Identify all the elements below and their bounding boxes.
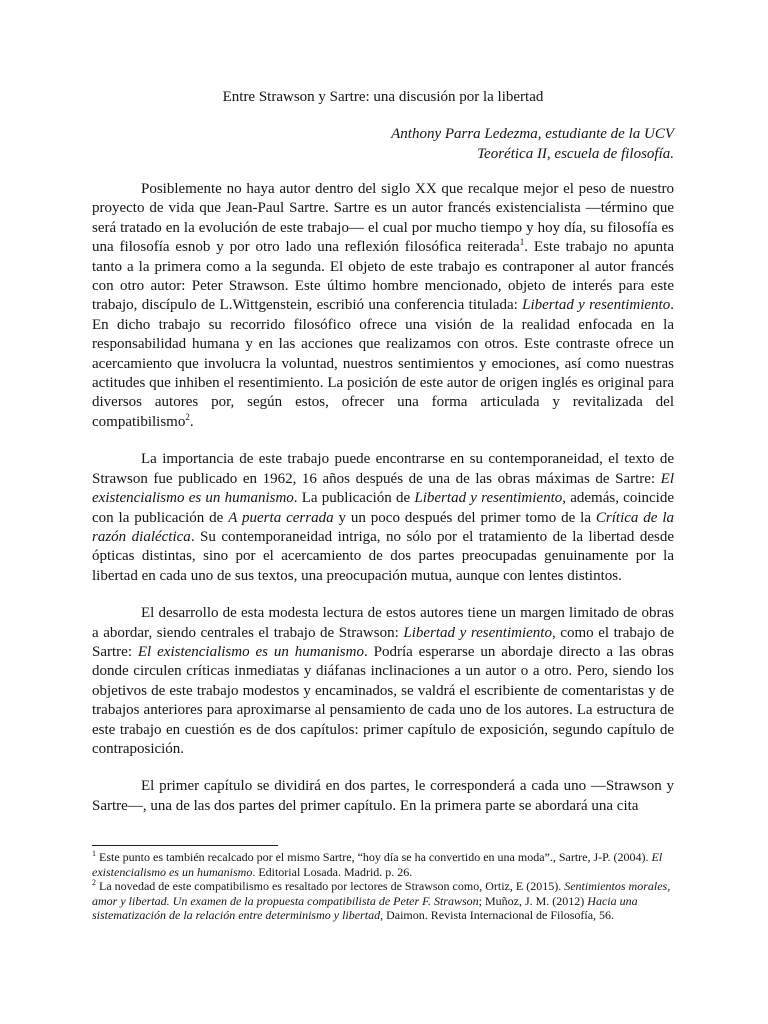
paragraph-1-text-1: Posiblemente no haya autor dentro del siglo XX que recalque mejor el peso de nuestro proyecto de vida que Jean-Paul Sartre. Sartre es un autor francés existencialista —término que será tratado en la evolución de este trabajo— el cual por mucho tiempo y hoy día, su filosofía es una filosofía esnob y por otro lado una reflexión filosófica reiterada: [92, 181, 674, 256]
paragraph-2-text-1: La importancia de este trabajo puede encontrarse en su contemporaneidad, el texto de Strawson fue publicado en 1962, 16 años después de una de las obras máximas de Sartre:: [92, 451, 674, 487]
paragraph-3-text-1: El desarrollo de esta modesta lectura de estos autores tiene un margen limitado de obras a abordar, siendo centrales el trabajo de Strawson:: [92, 605, 674, 641]
paragraph-1-text-2: . Este trabajo no apunta tanto a la primera como a la segunda. El objeto de este trabajo es contraponer al autor francés con otro autor: Peter Strawson. Este último hombre mencionado, objeto de interés para este trabajo, discípulo de L.Wittgenstein, escribió una conferencia titulada:: [92, 239, 674, 314]
paragraph-3-italic-1: Libertad y resentimiento: [403, 624, 552, 641]
paragraph-1-text-3: . En dicho trabajo su recorrido filosófico ofrece una visión de la realidad enfocada en la responsabilidad humana y en las acciones que realizamos con otros. Este contraste ofrece un acercamiento que involucra la voluntad, nuestros sentimientos y emociones, así como nuestras actitudes que inhiben el resentimiento. La posición de este autor de origen inglés es original para diversos autores por, según estos, ofrecer una forma articulada y revitalizada del compatibilismo: [92, 297, 674, 430]
footnotes: [92, 850, 674, 923]
paragraph-2-italic-1: El existencialismo es un humanismo: [92, 470, 674, 507]
paragraph-3: [92, 604, 674, 759]
author-name-line: Anthony Parra Ledezma, estudiante de la UCV: [391, 126, 674, 142]
footnote-separator: [92, 845, 278, 846]
paragraph-1-text-4: .: [189, 413, 194, 430]
footnote-2-italic-2: Hacia una sistematización de la relación entre determinismo y libertad: [92, 893, 638, 923]
footnote-ref-2: 2: [185, 411, 190, 422]
footnote-1: [92, 850, 674, 879]
paragraph-2-italic-3: A puerta cerrada: [228, 509, 334, 526]
paragraph-2-text-4: y un poco después del primer tomo de la: [333, 509, 596, 526]
footnote-1-number: 1: [92, 849, 96, 858]
footnote-2-text-2: ; Muñoz, J. M. (2012): [478, 893, 588, 908]
paragraph-3-text-3: . Podría esperarse un abordaje directo a las obras donde circulen críticas inmediatas y diáfanas inclinaciones a un autor o a otro. Pero, siendo los objetivos de este trabajo modestos y encaminados, se valdrá el escribiente de comentaristas y de trabajos anteriores para aproximarse al pensamiento de cada uno de los autores. La estructura de este trabajo en cuestión es de dos capítulos: primer capítulo de exposición, segundo capítulo de contraposición.: [92, 643, 674, 757]
author-course-line: Teorética II, escuela de filosofía.: [477, 146, 674, 162]
author-block: [92, 124, 674, 164]
paragraph-4: [92, 777, 674, 816]
paragraph-1: [92, 180, 674, 432]
footnote-2-italic-1: Sentimientos morales, amor y libertad. Un examen de la propuesta compatibilista de Peter F. Strawson: [92, 879, 671, 908]
paragraph-1-italic-1: Libertad y resentimiento: [522, 297, 671, 314]
document-title: Entre Strawson y Sartre: una discusión por la libertad: [222, 89, 544, 105]
footnote-1-text-1: Este punto es también recalcado por el mismo Sartre, “hoy día se ha convertido en una moda”., Sartre, J-P. (2004).: [96, 850, 652, 864]
paragraph-2-italic-4: Crítica de la razón dialéctica: [92, 509, 675, 545]
footnote-2-number: 2: [92, 878, 96, 888]
paragraph-2-text-2: . La publicación de: [293, 490, 415, 507]
paragraph-3-italic-2: El existencialismo es un humanismo: [137, 643, 364, 660]
paragraph-4-text-1: El primer capítulo se dividirá en dos partes, le corresponderá a cada uno —Strawson y Sartre—, una de las dos partes del primer capítulo. En la primera parte se abordará una cita: [92, 778, 674, 814]
paragraph-2-text-5: . Su contemporaneidad intriga, no sólo por el tratamiento de la libertad desde ópticas distintas, sino por el acercamiento de dos partes preocupadas genuinamente por la libertad en cada uno de sus textos, una preocupación mutua, aunque con lentes distintos.: [92, 528, 674, 584]
footnote-ref-1: 1: [519, 237, 525, 248]
footnote-2-text-1: La novedad de este compatibilismo es resaltado por lectores de Strawson como, Ortiz, E (2015).: [96, 879, 565, 894]
paragraph-2: [92, 450, 674, 586]
footnote-1-text-2: . Editorial Losada. Madrid. p. 26.: [252, 864, 413, 879]
footnote-2-text-3: , Daimon. Revista Internacional de Filosofía, 56.: [380, 908, 615, 923]
paragraph-3-text-2: , como el trabajo de Sartre:: [92, 624, 674, 660]
footnote-1-italic-1: El existencialismo es un humanismo: [92, 850, 663, 879]
paragraph-2-text-3: , además, coincide con la publicación de: [92, 490, 674, 526]
paragraph-2-italic-2: Libertad y resentimiento: [414, 490, 563, 507]
footnote-2: [92, 879, 674, 923]
